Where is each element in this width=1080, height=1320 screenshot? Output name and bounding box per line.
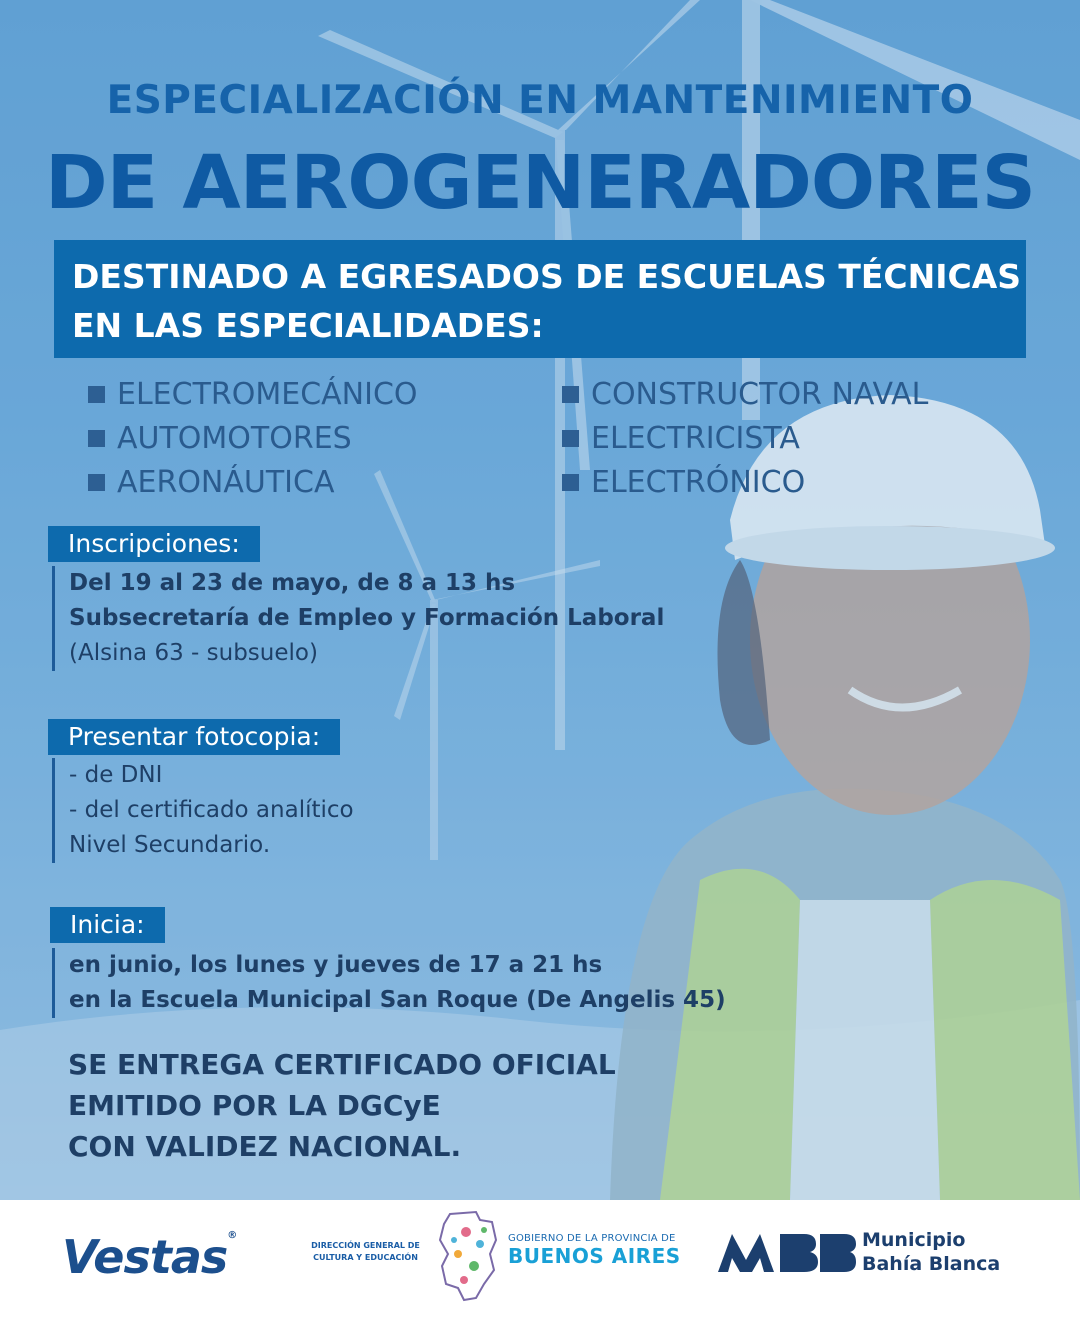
- inscripciones-label: Inscripciones:: [48, 526, 260, 562]
- specialty-label: AUTOMOTORES: [117, 420, 352, 456]
- sponsor-footer: [0, 1200, 1080, 1320]
- presentar-label: Presentar fotocopia:: [48, 719, 340, 755]
- dgce-logo: [308, 1240, 423, 1264]
- pba-line-1: GOBIERNO DE LA PROVINCIA DE: [508, 1233, 676, 1244]
- inscripciones-details: [52, 566, 664, 671]
- vestas-wordmark: Vestas: [62, 1230, 228, 1284]
- presentar-certificado: - del certificado analítico: [69, 797, 354, 823]
- inscripciones-address: (Alsina 63 - subsuelo): [69, 640, 318, 666]
- specialty-item: [562, 416, 928, 460]
- specialty-item: [562, 460, 928, 504]
- specialty-item: [88, 460, 418, 504]
- specialty-label: ELECTRICISTA: [591, 420, 800, 456]
- presentar-nivel: Nivel Secundario.: [69, 832, 271, 858]
- specialty-label: ELECTRÓNICO: [591, 464, 806, 500]
- municipio-bahia-blanca-logo-icon: [716, 1230, 856, 1274]
- inicia-schedule: en junio, los lunes y jueves de 17 a 21 hs: [69, 952, 603, 978]
- target-line-2: EN LAS ESPECIALIDADES:: [72, 306, 544, 345]
- square-bullet-icon: [88, 474, 105, 491]
- specialties-right-list: [562, 372, 928, 504]
- title-line-2: DE AEROGENERADORES: [44, 140, 1036, 226]
- inscripciones-dates: Del 19 al 23 de mayo, de 8 a 13 hs: [69, 570, 516, 596]
- specialties-left-list: [88, 372, 418, 504]
- municipio-line-1: Municipio: [862, 1229, 966, 1251]
- inicia-label: Inicia:: [50, 907, 165, 943]
- certificate-line-3: CON VALIDEZ NACIONAL.: [68, 1130, 462, 1163]
- square-bullet-icon: [562, 430, 579, 447]
- specialty-label: CONSTRUCTOR NAVAL: [591, 376, 929, 412]
- specialty-item: [88, 416, 418, 460]
- square-bullet-icon: [562, 474, 579, 491]
- presentar-details: [52, 758, 354, 863]
- certificate-notice: [68, 1044, 616, 1167]
- square-bullet-icon: [562, 386, 579, 403]
- target-audience-banner: [54, 240, 1026, 358]
- inscripciones-office: Subsecretaría de Empleo y Formación Laboral: [69, 605, 665, 631]
- presentar-dni: - de DNI: [69, 762, 163, 788]
- municipio-line-2: Bahía Blanca: [862, 1253, 1001, 1275]
- dgce-line-1: DIRECCIÓN GENERAL DE: [311, 1241, 420, 1250]
- certificate-line-2: EMITIDO POR LA DGCyE: [68, 1089, 441, 1122]
- target-line-1: DESTINADO A EGRESADOS DE ESCUELAS TÉCNICAS: [72, 257, 1022, 296]
- pba-logo-text: [508, 1233, 681, 1268]
- specialty-item: [88, 372, 418, 416]
- square-bullet-icon: [88, 386, 105, 403]
- vestas-logo: [62, 1230, 236, 1284]
- title-line-1: ESPECIALIZACIÓN EN MANTENIMIENTO: [106, 78, 974, 123]
- registered-mark: ®: [227, 1230, 237, 1241]
- pba-line-2: BUENOS AIRES: [508, 1244, 681, 1268]
- inicia-location: en la Escuela Municipal San Roque (De Angelis 45): [69, 987, 726, 1013]
- specialty-item: [562, 372, 928, 416]
- specialty-label: AERONÁUTICA: [117, 464, 335, 500]
- municipio-logo-text: [862, 1228, 1000, 1276]
- specialty-label: ELECTROMECÁNICO: [117, 376, 418, 412]
- dgce-line-2: CULTURA Y EDUCACIÓN: [313, 1253, 418, 1262]
- inicia-details: [52, 948, 726, 1018]
- certificate-line-1: SE ENTREGA CERTIFICADO OFICIAL: [68, 1048, 616, 1081]
- square-bullet-icon: [88, 430, 105, 447]
- buenos-aires-map-icon: [436, 1210, 500, 1302]
